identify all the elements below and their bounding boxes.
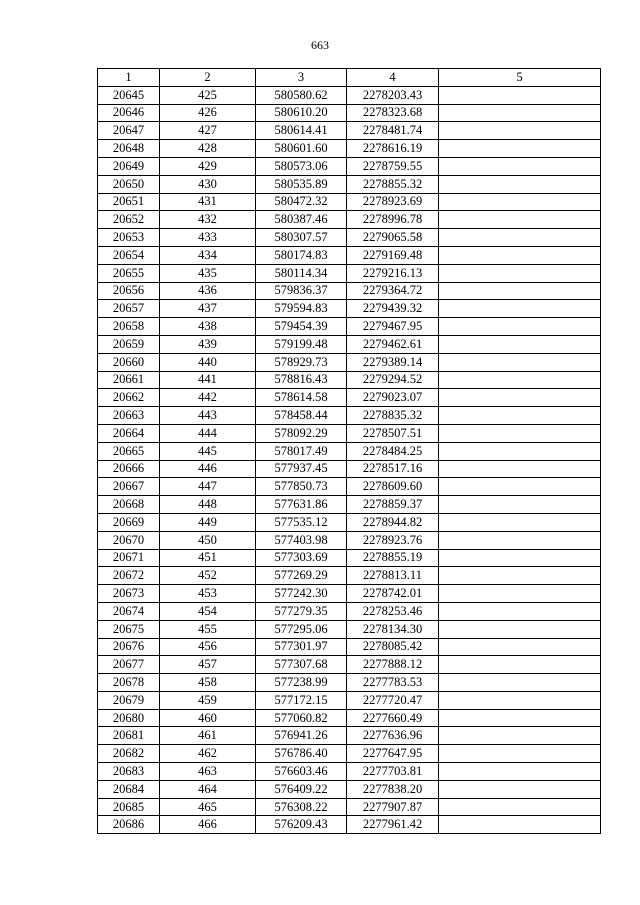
table-cell: 430	[160, 175, 256, 193]
table-cell: 576603.46	[256, 763, 347, 781]
table-cell: 2279439.32	[347, 300, 439, 318]
table-row	[98, 585, 601, 603]
table-cell	[439, 353, 601, 371]
table-cell: 2279169.48	[347, 246, 439, 264]
table-cell: 448	[160, 496, 256, 514]
coordinates-table	[97, 68, 601, 834]
table-cell: 580580.62	[256, 86, 347, 104]
table-cell: 20672	[98, 567, 160, 585]
table-cell: 577238.99	[256, 674, 347, 692]
table-row	[98, 674, 601, 692]
table-header-row	[98, 69, 601, 87]
table-cell: 2279467.95	[347, 318, 439, 336]
table-row	[98, 549, 601, 567]
table-cell: 20673	[98, 585, 160, 603]
table-cell	[439, 442, 601, 460]
table-row	[98, 763, 601, 781]
table-cell: 2278085.42	[347, 638, 439, 656]
table-cell: 2278944.82	[347, 513, 439, 531]
table-cell: 2278996.78	[347, 211, 439, 229]
table-cell: 440	[160, 353, 256, 371]
table-row	[98, 638, 601, 656]
table-cell: 576941.26	[256, 727, 347, 745]
table-cell: 577269.29	[256, 567, 347, 585]
table-cell: 453	[160, 585, 256, 603]
table-cell	[439, 691, 601, 709]
table-row	[98, 602, 601, 620]
table-cell	[439, 104, 601, 122]
table-cell: 577535.12	[256, 513, 347, 531]
table-cell: 20667	[98, 478, 160, 496]
table-cell: 578614.58	[256, 389, 347, 407]
table-cell: 20679	[98, 691, 160, 709]
table-cell: 580174.83	[256, 246, 347, 264]
column-header: 4	[347, 69, 439, 87]
table-cell: 577631.86	[256, 496, 347, 514]
table-cell: 20681	[98, 727, 160, 745]
table-cell: 2279462.61	[347, 335, 439, 353]
table-row	[98, 264, 601, 282]
table-cell: 20646	[98, 104, 160, 122]
table-row	[98, 318, 601, 336]
table-cell: 451	[160, 549, 256, 567]
table-cell	[439, 389, 601, 407]
table-cell: 455	[160, 620, 256, 638]
table-cell: 2278609.60	[347, 478, 439, 496]
table-cell: 2277907.87	[347, 798, 439, 816]
table-cell: 432	[160, 211, 256, 229]
table-row	[98, 140, 601, 158]
table-cell: 20653	[98, 229, 160, 247]
table-cell: 2277660.49	[347, 709, 439, 727]
table-cell: 577060.82	[256, 709, 347, 727]
table-cell: 2279023.07	[347, 389, 439, 407]
table-cell	[439, 602, 601, 620]
table-cell	[439, 140, 601, 158]
table-row	[98, 282, 601, 300]
table-cell: 437	[160, 300, 256, 318]
table-cell: 428	[160, 140, 256, 158]
table-cell: 459	[160, 691, 256, 709]
table-cell: 576308.22	[256, 798, 347, 816]
table-row	[98, 745, 601, 763]
column-header: 5	[439, 69, 601, 87]
table-row	[98, 193, 601, 211]
table-cell: 460	[160, 709, 256, 727]
table-cell: 20656	[98, 282, 160, 300]
table-cell: 2278813.11	[347, 567, 439, 585]
table-cell: 577850.73	[256, 478, 347, 496]
table-cell: 580535.89	[256, 175, 347, 193]
table-cell: 20665	[98, 442, 160, 460]
table-cell: 461	[160, 727, 256, 745]
table-cell: 2277703.81	[347, 763, 439, 781]
table-cell: 20660	[98, 353, 160, 371]
table-cell: 576409.22	[256, 780, 347, 798]
table-cell	[439, 175, 601, 193]
column-header: 3	[256, 69, 347, 87]
table-cell: 431	[160, 193, 256, 211]
table-cell: 429	[160, 157, 256, 175]
table-cell: 441	[160, 371, 256, 389]
table-cell	[439, 211, 601, 229]
table-cell: 20651	[98, 193, 160, 211]
table-cell	[439, 745, 601, 763]
table-cell: 2278855.32	[347, 175, 439, 193]
table-cell: 452	[160, 567, 256, 585]
table-row	[98, 353, 601, 371]
table-cell: 465	[160, 798, 256, 816]
table-cell	[439, 638, 601, 656]
table-row	[98, 246, 601, 264]
table-cell: 2278855.19	[347, 549, 439, 567]
table-cell	[439, 709, 601, 727]
table-row	[98, 691, 601, 709]
table-row	[98, 371, 601, 389]
table-cell: 578929.73	[256, 353, 347, 371]
table-cell: 2278481.74	[347, 122, 439, 140]
table-cell: 2278616.19	[347, 140, 439, 158]
page-number: 663	[311, 38, 329, 52]
table-cell: 576786.40	[256, 745, 347, 763]
table-cell: 20650	[98, 175, 160, 193]
table-cell: 2278203.43	[347, 86, 439, 104]
table-cell: 577307.68	[256, 656, 347, 674]
table-cell: 457	[160, 656, 256, 674]
table-cell: 20648	[98, 140, 160, 158]
table-cell: 20661	[98, 371, 160, 389]
table-cell: 578458.44	[256, 407, 347, 425]
table-cell: 2278759.55	[347, 157, 439, 175]
table-cell: 2277838.20	[347, 780, 439, 798]
table-cell: 2278517.16	[347, 460, 439, 478]
table-cell: 2278507.51	[347, 424, 439, 442]
table-cell: 463	[160, 763, 256, 781]
table-cell: 2277720.47	[347, 691, 439, 709]
table-row	[98, 86, 601, 104]
table-cell	[439, 780, 601, 798]
table-cell: 580387.46	[256, 211, 347, 229]
table-cell: 20676	[98, 638, 160, 656]
table-cell: 20669	[98, 513, 160, 531]
table-cell	[439, 496, 601, 514]
table-cell: 577242.30	[256, 585, 347, 603]
table-cell: 2277961.42	[347, 816, 439, 834]
table-cell	[439, 229, 601, 247]
table-cell	[439, 122, 601, 140]
table-cell: 20685	[98, 798, 160, 816]
table-cell: 464	[160, 780, 256, 798]
table-cell: 443	[160, 407, 256, 425]
table-row	[98, 104, 601, 122]
table-cell: 20683	[98, 763, 160, 781]
table-cell: 456	[160, 638, 256, 656]
table-row	[98, 442, 601, 460]
table-cell: 2277783.53	[347, 674, 439, 692]
table-cell: 577303.69	[256, 549, 347, 567]
table-cell	[439, 424, 601, 442]
table-cell: 2279216.13	[347, 264, 439, 282]
table-cell: 20684	[98, 780, 160, 798]
table-cell: 577403.98	[256, 531, 347, 549]
table-cell	[439, 531, 601, 549]
table-row	[98, 798, 601, 816]
table-row	[98, 157, 601, 175]
table-cell	[439, 798, 601, 816]
table-cell: 20678	[98, 674, 160, 692]
table-cell: 579836.37	[256, 282, 347, 300]
table-row	[98, 709, 601, 727]
table-cell: 2278484.25	[347, 442, 439, 460]
table-cell: 580114.34	[256, 264, 347, 282]
table-cell	[439, 585, 601, 603]
table-row	[98, 531, 601, 549]
table-row	[98, 211, 601, 229]
table-row	[98, 335, 601, 353]
table-cell: 20659	[98, 335, 160, 353]
table-cell	[439, 567, 601, 585]
table-cell: 580573.06	[256, 157, 347, 175]
table-cell	[439, 816, 601, 834]
table-cell: 20668	[98, 496, 160, 514]
table-cell: 466	[160, 816, 256, 834]
table-cell: 435	[160, 264, 256, 282]
table-cell: 20686	[98, 816, 160, 834]
table-cell: 20680	[98, 709, 160, 727]
table-cell: 2277636.96	[347, 727, 439, 745]
table-row	[98, 567, 601, 585]
table-cell: 2279294.52	[347, 371, 439, 389]
table-cell: 450	[160, 531, 256, 549]
table-cell: 436	[160, 282, 256, 300]
table-cell: 579454.39	[256, 318, 347, 336]
table-row	[98, 727, 601, 745]
table-cell	[439, 264, 601, 282]
table-cell: 580610.20	[256, 104, 347, 122]
table-cell	[439, 513, 601, 531]
table-row	[98, 780, 601, 798]
table-cell: 580472.32	[256, 193, 347, 211]
table-cell: 2279364.72	[347, 282, 439, 300]
table-row	[98, 460, 601, 478]
table-cell: 454	[160, 602, 256, 620]
table-cell: 2279065.58	[347, 229, 439, 247]
table-row	[98, 496, 601, 514]
table-cell	[439, 318, 601, 336]
table-cell	[439, 763, 601, 781]
table-body	[98, 86, 601, 833]
table-cell: 20675	[98, 620, 160, 638]
table-cell: 579199.48	[256, 335, 347, 353]
table-cell: 20657	[98, 300, 160, 318]
table-cell	[439, 478, 601, 496]
table-cell: 20662	[98, 389, 160, 407]
table-row	[98, 389, 601, 407]
table-cell: 20666	[98, 460, 160, 478]
table-cell	[439, 656, 601, 674]
table-row	[98, 620, 601, 638]
table-cell	[439, 193, 601, 211]
column-header: 2	[160, 69, 256, 87]
table-cell: 579594.83	[256, 300, 347, 318]
table-cell: 20652	[98, 211, 160, 229]
table-cell: 433	[160, 229, 256, 247]
table-cell: 577172.15	[256, 691, 347, 709]
table-cell: 458	[160, 674, 256, 692]
table-cell: 20664	[98, 424, 160, 442]
table-cell: 425	[160, 86, 256, 104]
table-cell: 2278923.76	[347, 531, 439, 549]
table-cell: 577279.35	[256, 602, 347, 620]
table-cell	[439, 300, 601, 318]
table-cell: 445	[160, 442, 256, 460]
table-cell: 20655	[98, 264, 160, 282]
table-cell: 578816.43	[256, 371, 347, 389]
table-cell: 578017.49	[256, 442, 347, 460]
table-cell	[439, 371, 601, 389]
table-cell: 20682	[98, 745, 160, 763]
table-cell: 446	[160, 460, 256, 478]
table-cell: 462	[160, 745, 256, 763]
table-cell	[439, 282, 601, 300]
table-cell: 20645	[98, 86, 160, 104]
table-cell	[439, 620, 601, 638]
table-cell: 2277647.95	[347, 745, 439, 763]
table-cell: 20663	[98, 407, 160, 425]
table-cell: 2278742.01	[347, 585, 439, 603]
table-cell: 438	[160, 318, 256, 336]
table-row	[98, 300, 601, 318]
table-cell: 20670	[98, 531, 160, 549]
table-cell: 444	[160, 424, 256, 442]
table-row	[98, 122, 601, 140]
table-row	[98, 513, 601, 531]
table-cell: 2278923.69	[347, 193, 439, 211]
table-row	[98, 175, 601, 193]
table-cell: 580307.57	[256, 229, 347, 247]
table-cell: 426	[160, 104, 256, 122]
table-cell: 577295.06	[256, 620, 347, 638]
table-cell: 447	[160, 478, 256, 496]
table-cell: 20654	[98, 246, 160, 264]
table-cell: 2278835.32	[347, 407, 439, 425]
table-cell: 434	[160, 246, 256, 264]
table-cell: 580601.60	[256, 140, 347, 158]
column-header: 1	[98, 69, 160, 87]
table-cell	[439, 727, 601, 745]
table-cell	[439, 460, 601, 478]
table-cell	[439, 157, 601, 175]
table-row	[98, 424, 601, 442]
table-cell: 2277888.12	[347, 656, 439, 674]
table-cell: 20647	[98, 122, 160, 140]
table-cell	[439, 335, 601, 353]
table-cell	[439, 246, 601, 264]
table-row	[98, 229, 601, 247]
table-cell: 439	[160, 335, 256, 353]
table-cell	[439, 407, 601, 425]
table-row	[98, 407, 601, 425]
table-cell: 20674	[98, 602, 160, 620]
table-cell: 20658	[98, 318, 160, 336]
table-cell: 449	[160, 513, 256, 531]
table-cell: 580614.41	[256, 122, 347, 140]
table-row	[98, 478, 601, 496]
table-cell: 2278253.46	[347, 602, 439, 620]
table-cell: 578092.29	[256, 424, 347, 442]
table-row	[98, 816, 601, 834]
table-cell: 576209.43	[256, 816, 347, 834]
table-cell: 442	[160, 389, 256, 407]
table-cell	[439, 674, 601, 692]
table-cell: 577937.45	[256, 460, 347, 478]
table-cell: 427	[160, 122, 256, 140]
table-cell	[439, 549, 601, 567]
table-cell: 2278859.37	[347, 496, 439, 514]
table-cell: 20677	[98, 656, 160, 674]
table-cell: 2278134.30	[347, 620, 439, 638]
table-cell: 20671	[98, 549, 160, 567]
table-cell: 2278323.68	[347, 104, 439, 122]
table-cell: 20649	[98, 157, 160, 175]
table-cell	[439, 86, 601, 104]
table-cell: 2279389.14	[347, 353, 439, 371]
table-cell: 577301.97	[256, 638, 347, 656]
table-row	[98, 656, 601, 674]
